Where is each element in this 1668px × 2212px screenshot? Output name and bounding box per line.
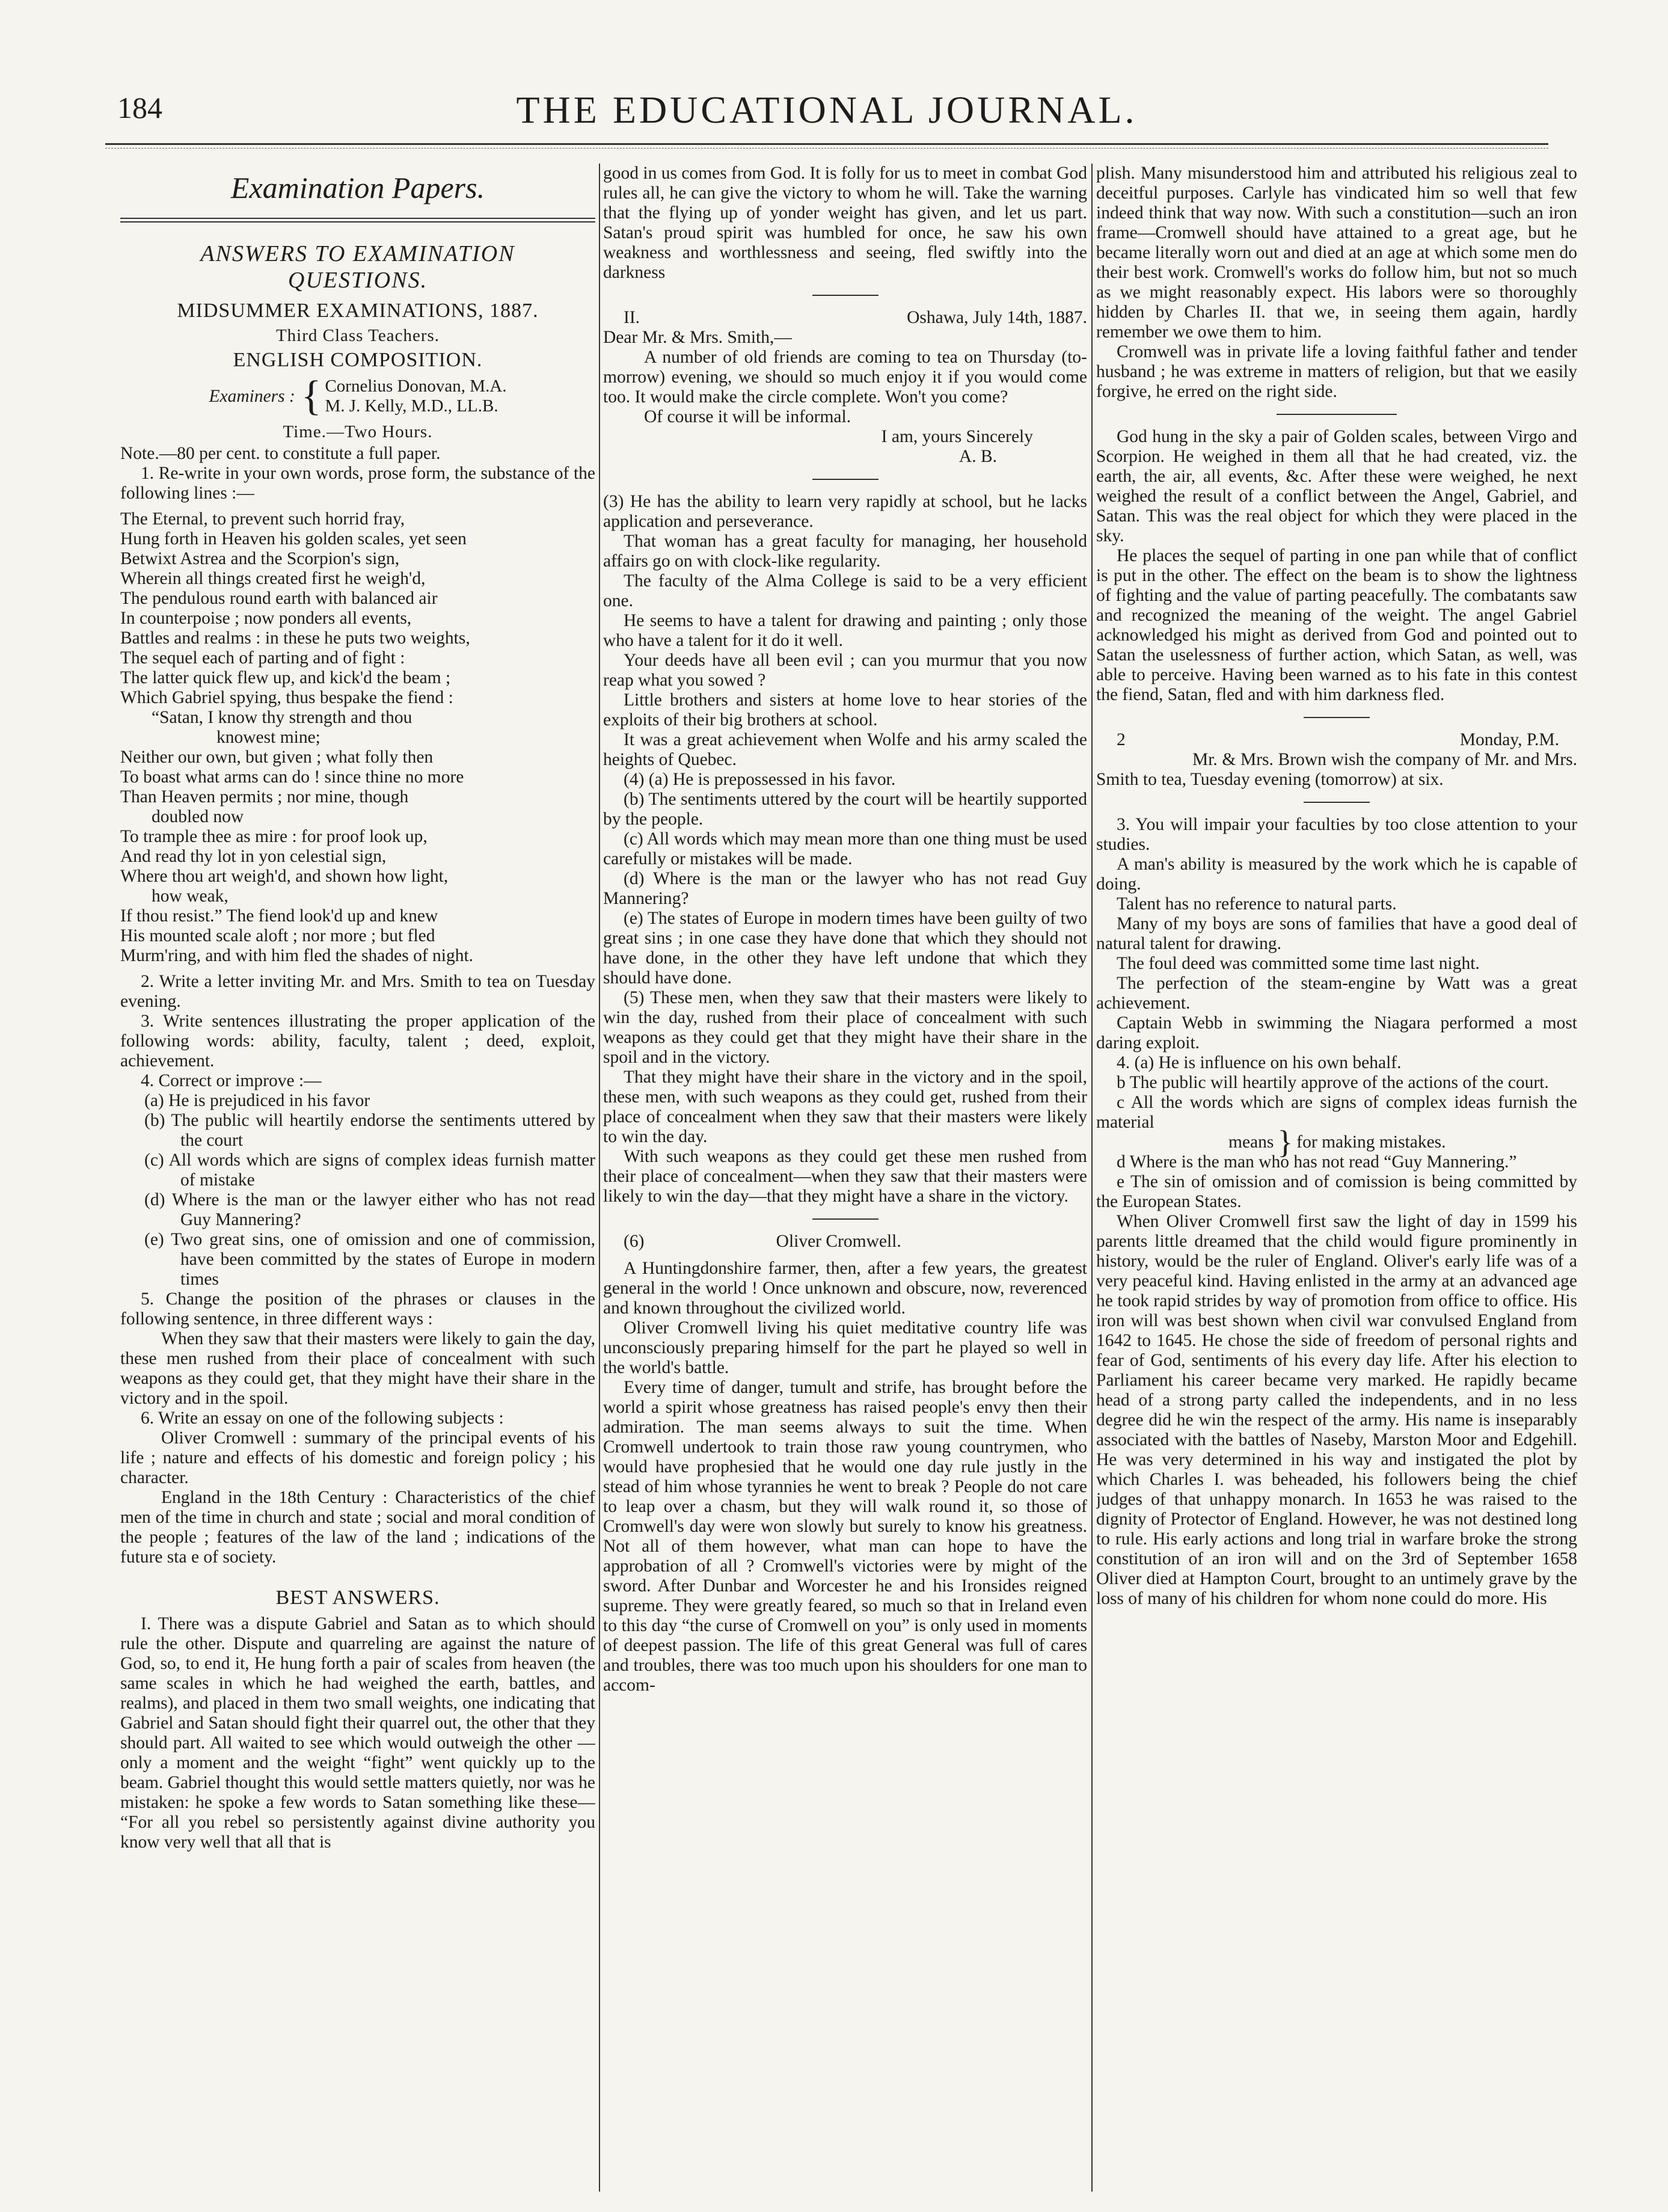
letter-body: A number of old friends are coming to tea on Thursday (to-morrow) evening, we should so much enjoy it if you would come too. It would make the circle complete. Won't you come? (603, 348, 1087, 407)
question-5: 5. Change the position of the phrases or clauses in the following sentence, in three different ways : (120, 1289, 595, 1329)
time-line: Time.—Two Hours. (283, 422, 433, 441)
exam-line: MIDSUMMER EXAMINATIONS, 1887. (177, 300, 539, 322)
examiner-name: Cornelius Donovan, M.A. (325, 376, 507, 396)
answer-4-line: b The public will heartily approve of the actions of the court. (1117, 1073, 1549, 1092)
examiners-block (120, 373, 595, 419)
answer-3-line: 3. You will impair your faculties by too close attention to your studies. (1096, 815, 1577, 854)
answer-3-line: Your deeds have all been evil ; can you murmur that you now reap what you sowed ? (603, 651, 1087, 690)
answer-3-line: The faculty of the Alma College is said to be a very efficient one. (603, 571, 1087, 610)
answer-4-tail: for making mistakes. (1296, 1132, 1446, 1152)
answer-3-line: (3) He has the ability to learn very rapidly at school, but he lacks application and perseverance. (603, 492, 1087, 531)
note-line: Note.—80 per cent. to constitute a full paper. (120, 444, 441, 463)
essay-continued: plish. Many misunderstood him and attributed his religious zeal to deceitful purposes. Carlyle has vindicated him so well that few indeed think that way now. With such a constitution—such an iron frame—Cromwell should have attained to a great age, but he became literally worn out and died at an age at which some men do their best work. Cromwell's works do follow him, but not so much as we might reasonably expect. His labors were so thoroughly hidden by Charles II. that we, in seeing them again, hardly remember we owe them to him. (1096, 164, 1577, 342)
answer-3-line: Little brothers and sisters at home love to hear stories of the exploits of their big brothers at school. (603, 690, 1087, 730)
letter-postscript: Of course it will be informal. (644, 407, 851, 426)
answer-paragraph: God hung in the sky a pair of Golden scales, between Virgo and Scorpion. He weighed in them all that he had created, viz. the earth, the air, all events, &c. After these were weighed, he next weighed the result of a conflict between the Angel, Gabriel, and Satan. This was the real object for which they were placed in the sky. (1096, 427, 1577, 545)
answer-3-line: The foul deed was committed some time last night. (1117, 954, 1480, 973)
answer-4-brace-line (1096, 1124, 1577, 1160)
header-rule-thin (105, 148, 1548, 149)
letter-signature: A. B. (958, 447, 997, 466)
column-divider-2 (1091, 164, 1093, 2192)
divider (812, 295, 878, 296)
question-2: 2. Write a letter inviting Mr. and Mrs. Smith to tea on Tuesday evening. (120, 972, 595, 1011)
page-number: 184 (117, 91, 162, 124)
question-5-text: When they saw that their masters were likely to gain the day, these men rushed from their place of concealment with such weapons as they could get, that they might have their share in the victory and in the spoil. (120, 1329, 595, 1408)
answer-paragraph: He places the sequel of parting in one pan while that of conflict is put in the other. The effect on the beam is to show the lightness of fighting and the value of parting peacefully. The combatants saw and recognized the meaning of the weight. The angel Gabriel acknowledged his might as derived from God and pointed out to Satan the uselessness of further action, which Satan, as well, was able to perceive. Having been warned as to his fate in this contest the fiend, Satan, fled and with him darkness fled. (1096, 546, 1577, 704)
answer-3-line: Talent has no reference to natural parts. (1117, 894, 1397, 914)
question-6-option-b: England in the 18th Century : Characteristics of the chief men of the time in church and state ; social and moral condition of the people ; features of the law of the land ; indications of the future sta e of society. (120, 1488, 595, 1567)
question-3: 3. Write sentences illustrating the proper application of the following words: ability, faculty, talent ; deed, exploit, achievement. (120, 1012, 595, 1071)
page-header (105, 90, 1548, 140)
question-6-option-a: Oliver Cromwell : summary of the principal events of his life ; nature and effects of his domestic and foreign policy ; his character. (120, 1428, 595, 1487)
brace-icon: } (1277, 1124, 1293, 1160)
answer-4-line: d Where is the man who has not read “Guy Mannering.” (1117, 1152, 1517, 1172)
question-4: 4. Correct or improve :— (141, 1071, 322, 1090)
column-divider-1 (599, 164, 600, 2192)
essay-paragraph: Oliver Cromwell living his quiet meditative country life was unconsciously preparing himself for the part he played so well in the world's battle. (603, 1318, 1087, 1377)
answer-4-line: (c) All words which may mean more than one thing must be used carefully or mistakes will be made. (603, 829, 1087, 868)
note-number: 2 (1117, 730, 1126, 749)
question-4-item: (c) All words which are signs of complex ideas furnish matter of mistake (144, 1151, 595, 1190)
letter-header (603, 308, 1087, 328)
best-answers-heading: BEST ANSWERS. (275, 1587, 440, 1609)
question-1: 1. Re-write in your own words, prose form, the substance of the following lines :— (120, 464, 595, 503)
answer-3-line: That woman has a great faculty for managing, her household affairs go on with clock-like regularity. (603, 532, 1087, 571)
answer-4-line: (e) The states of Europe in modern times have been guilty of two great sins ; in one case they have done that which they should not have done, in the other they have left undone that which they should have done. (603, 909, 1087, 988)
header-rule (105, 143, 1548, 145)
divider (1304, 717, 1370, 718)
essay-title: Oliver Cromwell. (776, 1232, 901, 1251)
answer-3-line: It was a great achievement when Wolfe and his army scaled the heights of Quebec. (603, 730, 1087, 769)
answer-4-means: means (1228, 1132, 1274, 1152)
column-3 (1096, 164, 1577, 2192)
poem: The Eternal, to prevent such horrid fray, Hung forth in Heaven his golden scales, yet seen Betwixt Astrea and the Scorpion's sign, Wherein all things created first he weigh'd, The pendulous round earth with balanced air In counterpoise ; now ponders all events, Battles and realms : in these he puts two weights, The sequel each of parting and of fight : The latter quick flew up, and kick'd the beam ; Which Gabriel spying, thus bespake the fiend : “Satan, I know thy strength and thou knowest mine; Neither our own, but given ; what folly then To boast what arms can do ! since thine no more Than Heaven permits ; nor mine, though doubled now To trample thee as mire : for proof look up, And read thy lot in yon celestial sign, Where thou art weigh'd, and shown how light, how weak, If thou resist.” The fiend look'd up and knew His mounted scale aloft ; nor more ; but fled Murm'ring, and with him fled the shades of night. (120, 509, 474, 965)
essay-paragraph: Every time of danger, tumult and strife, has brought before the world a spirit whose greatness has raised people's envy then their admiration. The man seems always to suit the time. When Cromwell undertook to train those raw young countrymen, who would have prophesied that he would one day rule justly in the stead of him whose tyrannies he went to break ? People do not care to leap over a chasm, but they will walk round it, so those of Cromwell's day were won slowly but surely to know his greatness. Not all of them however, what man can hope to have the approbation of all ? Cromwell's victories were by might of the sword. After Dunbar and Worcester he and his Ironsides reigned supreme. They were greatly feared, so much so that in Ireland even to this day “the curse of Cromwell on you” is only used in moments of deepest passion. The life of this great General was full of cares and troubles, there was too much upon his shoulders for one man to accom- (603, 1378, 1087, 1695)
examiner-name: M. J. Kelly, M.D., LL.B. (325, 396, 498, 416)
divider (812, 1218, 878, 1220)
essay-paragraph: Cromwell was in private life a loving faithful father and tender husband ; he was extreme in matters of religion, but that we easily forgive, he erred on the right side. (1096, 342, 1577, 401)
note-header (1096, 730, 1577, 750)
letter-close: I am, yours Sincerely (881, 427, 1033, 446)
answer-4-line: (d) Where is the man or the lawyer who has not read Guy Mannering? (603, 869, 1087, 908)
answer-4-line: (4) (a) He is prepossessed in his favor. (624, 770, 896, 789)
divider (1304, 802, 1370, 803)
journal-title: THE EDUCATIONAL JOURNAL. (516, 88, 1138, 131)
note-body: Mr. & Mrs. Brown wish the company of Mr. and Mrs. Smith to tea, Tuesday evening (tomorrow) at six. (1096, 750, 1577, 789)
letter-salutation: Dear Mr. & Mrs. Smith,— (603, 328, 792, 347)
answer-3-line: The perfection of the steam-engine by Watt was a great achievement. (1096, 974, 1577, 1013)
question-4-item: (e) Two great sins, one of omission and one of commission, have been committed by the states of Europe in modern times (144, 1230, 595, 1289)
class-line: Third Class Teachers. (275, 326, 440, 345)
question-4-item: (a) He is prejudiced in his favor (144, 1091, 370, 1110)
answer-5-line: That they might have their share in the victory and in the spoil, these men, with such weapons as they could get, rushed from their place of concealment when they saw that their masters were likely to win the day. (603, 1068, 1087, 1146)
answer-1: I. There was a dispute Gabriel and Satan as to which should rule the other. Dispute and quarreling are against the nature of God, so, to end it, He hung forth a pair of scales from heaven (the same scales in which he had weighed the earth, battles, and realms), and placed in them two small weights, one indicating that Gabriel and Satan should fight their quarrel out, the other that they should part. All waited to see which would outweigh the other —only a moment and the weight “fight” went quickly up to the beam. Gabriel thought this would settle matters quietly, nor was he mistaken: he spoke a few words to Satan something like these— “For all you rebel so persistently against divine authority you know very well that all that is (120, 1614, 595, 1852)
section-title: Examination Papers. (230, 171, 485, 204)
essay-paragraph: When Oliver Cromwell first saw the light of day in 1599 his parents little dreamed that the child would figure prominently in history, would be the ruler of England. Oliver's early life was of a very peaceful kind. Having enlisted in the army at an advanced age he took rapid strides by way of promotion from office to office. His iron will was best shown when civil war convulsed England from 1642 to 1645. He chose the side of freedom of personal rights and fear of God, sentiments of his every day life. After his election to Parliament his career became very marked. He rapidly became head of a strong party called the independents, and in no less degree did he win the respect of the army. His name is inseparably associated with the battles of Naseby, Marston Moor and Edgehill. He was very determined in his way and instigated the plot by which Charles I. was beheaded, his followers being the chief judges of that unhappy monarch. In 1653 he was raised to the dignity of Protector of England. However, he was not destined long to rule. His early actions and long trial in warfare broke the strong constitution of an iron will and on the 3rd of September 1658 Oliver died at Hampton Court, brought to an untimely grave by the loss of many of his children for whom none could do more. His (1096, 1212, 1577, 1608)
answer-3-line: He seems to have a talent for drawing and painting ; only those who have a talent for it do it well. (603, 611, 1087, 650)
answer-4-line: (b) The sentiments uttered by the court will be heartily supported by the people. (603, 790, 1087, 829)
answers-heading: ANSWERS TO EXAMINATION QUESTIONS. (200, 241, 515, 293)
divider (1277, 414, 1397, 415)
letter-number: II. (624, 308, 640, 327)
note-day: Monday, P.M. (1459, 730, 1559, 749)
question-4-item: (b) The public will heartily endorse the sentiments uttered by the court (144, 1111, 595, 1150)
answer-5-line: (5) These men, when they saw that their masters were likely to win the day, rushed from their place of concealment with such weapons as they could get that they might have their share in the spoil and in the victory. (603, 988, 1087, 1067)
question-6: 6. Write an essay on one of the following subjects : (141, 1409, 504, 1428)
examiners-label: Examiners : (209, 386, 295, 406)
essay-paragraph: A Huntingdonshire farmer, then, after a few years, the greatest general in the world ! Once unknown and obscure, now, reverenced and known throughout the civilized world. (603, 1259, 1087, 1318)
brace-icon: { (301, 373, 322, 419)
subject-line: ENGLISH COMPOSITION. (233, 349, 483, 371)
answer-4-line: 4. (a) He is influence on his own behalf. (1117, 1053, 1402, 1072)
answer-3-line: Captain Webb in swimming the Niagara performed a most daring exploit. (1096, 1013, 1577, 1052)
answer-1-continued: good in us comes from God. It is folly for us to meet in combat God rules all, he can give the victory to whom he will. Take the warning that the flying up of yonder weight has given, and let us part. Satan's proud spirit was humbled for once, he saw his own weakness and worthlessness and seeing, fled swiftly into the darkness (603, 164, 1087, 282)
divider (812, 479, 878, 480)
column-2 (603, 164, 1087, 2192)
answer-4-line: e The sin of omission and of comission is being committed by the European States. (1096, 1172, 1577, 1211)
answer-3-line: A man's ability is measured by the work which he is capable of doing. (1096, 855, 1577, 894)
section-rule (120, 218, 595, 223)
question-4-item: (d) Where is the man or the lawyer either who has not read Guy Mannering? (144, 1190, 595, 1229)
answer-4-line: c All the words which are signs of complex ideas furnish the material (1096, 1093, 1577, 1132)
essay-number: (6) (624, 1232, 645, 1251)
column-1 (120, 164, 595, 2192)
essay-header (603, 1232, 1087, 1252)
letter-place-date: Oshawa, July 14th, 1887. (907, 308, 1087, 327)
answer-3-line: Many of my boys are sons of families that have a good deal of natural talent for drawing. (1096, 914, 1577, 953)
answer-5-line: With such weapons as they could get these men rushed from their place of concealment—when they saw that their masters were likely to win the day—that they might have a share in the victory. (603, 1147, 1087, 1206)
